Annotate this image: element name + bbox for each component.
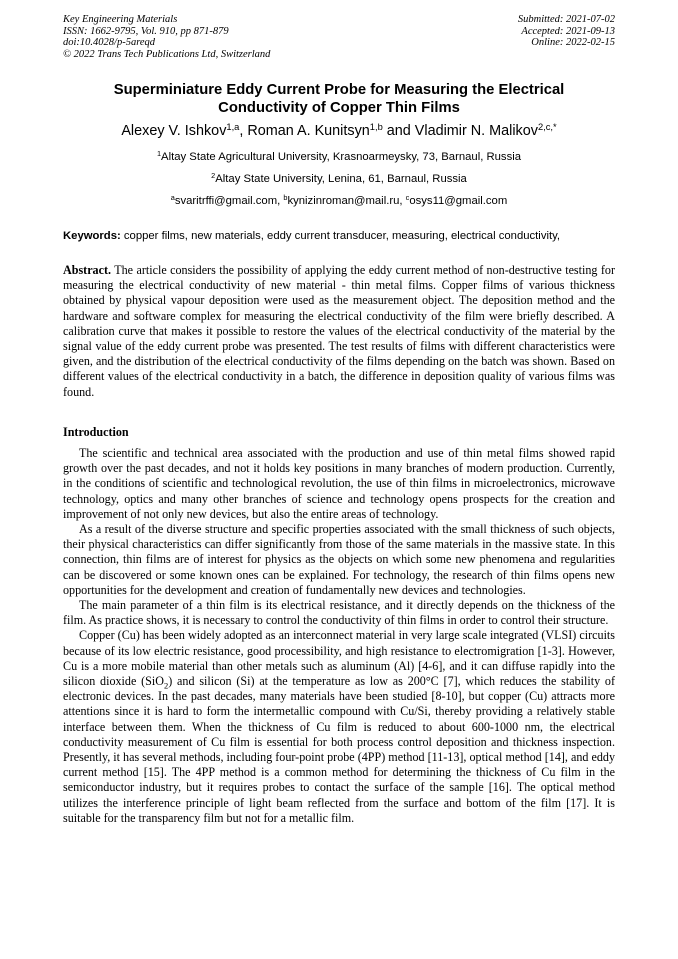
online-date: Online: 2022-02-15	[531, 37, 615, 49]
abstract	[63, 263, 615, 400]
paragraph: The main parameter of a thin film is its electrical resistance, and it directly depends on the thickness of the film. As practice shows, it is necessary to control the conductivity of thin films in order to control their structure.	[63, 598, 615, 628]
author-emails	[30, 194, 648, 208]
subscript: 2	[163, 680, 169, 691]
author-list	[30, 122, 648, 140]
title-line-2: Conductivity of Copper Thin Films	[218, 100, 460, 116]
accepted-date: Accepted: 2021-09-13	[521, 25, 615, 37]
doi-line: doi:10.4028/p-5areqd	[63, 37, 156, 49]
title-line-1: Superminiature Eddy Current Probe for Measuring the Electrical	[113, 82, 565, 98]
author-name: Alexey V. Ishkov	[121, 123, 227, 139]
journal-header	[63, 14, 615, 66]
email-text: osys11@gmail.com	[409, 195, 508, 207]
author-superscript: 1,b	[369, 122, 383, 133]
affiliation-2	[30, 172, 648, 186]
header-right	[518, 14, 615, 49]
email-superscript: b	[283, 193, 288, 203]
abstract-label: Abstract.	[63, 263, 112, 277]
section-heading-introduction: Introduction	[63, 425, 129, 439]
header-left	[63, 14, 270, 60]
paragraph: The scientific and technical area associated with the production and use of thin metal films showed rapid growth over the past decades, and not it holds key positions in many branches of modern production. Currently, in the conditions of scientific and technological revolution, the use of thin films in microelectronics, microwave technology, optics and many other branches of science and technology opens prospects for the creation and improvement of not only new devices, but also the entire areas of technology.	[63, 446, 615, 521]
author-superscript: 2,c,*	[537, 122, 557, 133]
affiliation-superscript: 2	[211, 171, 216, 181]
abstract-text: The article considers the possibility of applying the eddy current method of non-destructive testing for measuring the electrical conductivity of new material - thin metal films. Copper films of various thickness obtained by physical vapour deposition were used as the measurement object. The deposition method and the hardware and software complex for measuring the electrical conductivity of the film were briefly described. A calibration curve that makes it possible to restore the values of the electrical conductivity of the material by the signal value of the eddy current probe was presented. The test results of films with different characteristics were given, and the distribution of the electrical conductivity of the films depending on the batch was shown. Based on different values of the electrical conductivity in a batch, the difference in deposition quality of various films was found.	[63, 263, 615, 399]
affiliation-text: Altay State Agricultural University, Krasnoarmeysky, 73, Barnaul, Russia	[161, 151, 522, 163]
keywords-label: Keywords:	[63, 230, 121, 242]
journal-name: Key Engineering Materials	[63, 14, 178, 25]
keywords	[63, 229, 615, 243]
email-text: kynizinroman@mail.ru,	[287, 195, 406, 207]
author-superscript: 1,a	[226, 122, 240, 133]
affiliation-1	[30, 150, 648, 164]
submitted-date: Submitted: 2021-07-02	[517, 14, 615, 25]
email-superscript: a	[170, 193, 175, 203]
affiliation-superscript: 1	[156, 149, 162, 159]
copyright-line: © 2022 Trans Tech Publications Ltd, Switzerland	[63, 48, 271, 60]
email-superscript: c	[405, 193, 410, 203]
introduction-body	[63, 446, 615, 826]
author-name: Roman A. Kunitsyn	[247, 123, 370, 139]
affiliation-text: Altay State University, Lenina, 61, Barnaul, Russia	[215, 173, 467, 185]
paragraph-text: ) and silicon (Si) at the temperature as low as 200°C [7], which reduces the stability of electronic devices. In the past decades, many materials have been studied [8-10], but copper (Cu) attracts more attentions since it is hard to form the intermetallic compound with Cu/Si, thereby providing a relatively stable interface between them. When the thickness of Cu film is reduced to about 600-1000 nm, the electrical conductivity measurement of Cu film is essential for both process control deposition and thickness inspection. Presently, it has several methods, including four-point probe (4PP) method [11-13], optical method [14], and eddy current method [15]. The 4PP method is a common method for determining the thickness of Cu film in the semiconductor industry, but it requires probes to contact the surface of the sample [16]. The optical method utilizes the interference principle of light beam reflected from the surface and bottom of the film [17]. It is suitable for the transparency film but not for a metallic film.	[63, 674, 615, 825]
author-separator: ,	[239, 123, 248, 139]
paragraph-text: Copper (Cu) has been widely adopted as an interconnect material in very large scale integrated (VLSI) circuits because of its low electric resistance, good processibility, and high resistance to electromigration [1-3]. However, Cu is a more mobile material than other metals such as aluminum (Al) [4-6], and it can diffuse rapidly into the silicon dioxide (SiO	[63, 628, 615, 689]
paper-title	[40, 81, 638, 117]
author-separator: and	[382, 123, 415, 139]
paragraph: As a result of the diverse structure and specific properties associated with the small thickness of such objects, their physical characteristics can differ significantly from those of the same materials in the massive state. In this connection, thin films are of interest for physics as the objects on which some new phenomena and regularities can be discovered or some known ones can be explained. For technology, the research of thin films opens new opportunities for the development and creation of fundamentally new devices and technologies.	[63, 522, 615, 597]
issn-line: ISSN: 1662-9795, Vol. 910, pp 871-879	[63, 25, 229, 37]
keywords-text: copper films, new materials, eddy current transducer, measuring, electrical conductivity,	[120, 230, 561, 242]
author-name: Vladimir N. Malikov	[414, 123, 538, 139]
paragraph	[63, 628, 615, 826]
email-text: svaritrffi@gmail.com,	[174, 195, 284, 207]
